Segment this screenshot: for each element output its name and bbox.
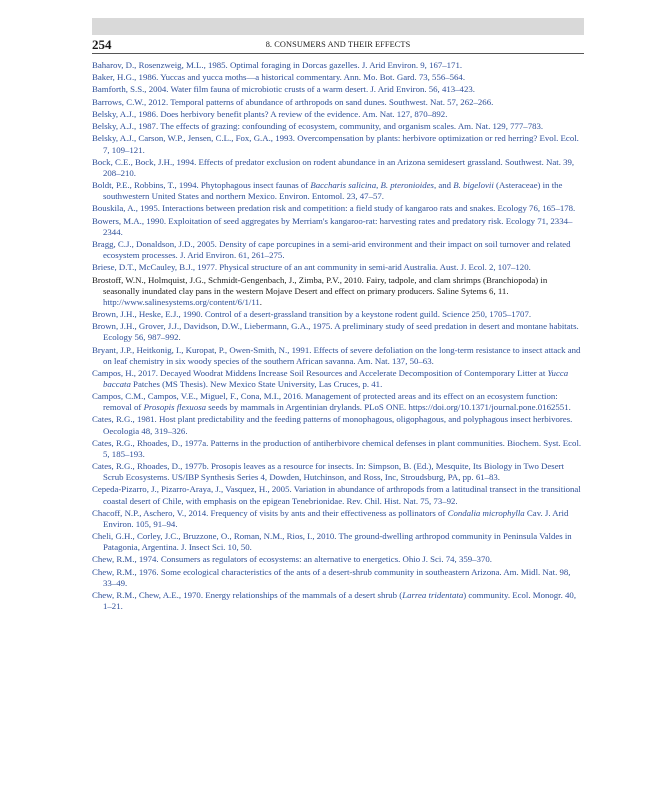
running-head: 8. CONSUMERS AND THEIR EFFECTS — [265, 40, 411, 49]
ref-text: Patches (MS Thesis). New Mexico State University, Las Cruces, p. 41. — [130, 378, 383, 389]
page-header — [92, 36, 584, 54]
reference-item[interactable] — [92, 368, 584, 390]
reference-item[interactable]: Bowers, M.A., 1990. Exploitation of seed aggregates by Merriam's kangaroo-rat: harvesting rates and predatory risk. Ecology 71, 2334–2344. — [92, 215, 573, 237]
ref-text: seeds by mammals in Argentinian drylands. PLoS ONE. https://doi.org/10.1371/journal.pone.0162551. — [206, 402, 571, 413]
reference-item[interactable]: Bock, C.E., Bock, J.H., 1994. Effects of predator exclusion on rodent abundance in an Arizona semidesert grassland. Southwest. Nat. 39, 208–210. — [92, 156, 575, 178]
reference-item[interactable]: Bouskila, A., 1995. Interactions between predation risk and competition: a field study of kangaroo rats and snakes. Ecology 76, 165–178. — [92, 203, 576, 214]
ref-text: , and — [433, 180, 454, 191]
reference-item[interactable]: Cheli, G.H., Corley, J.C., Bruzzone, O., Roman, N.M., Rios, I., 2010. The ground-dwelling arthropod community in Peninsula Valdes in Patagonia, Argentina. J. Insect Sci. 10, 50. — [92, 531, 572, 553]
reference-item[interactable]: Chew, R.M., 1976. Some ecological characteristics of the ants of a desert-shrub community in southeastern Arizona. Am. Midl. Nat. 98, 33–49. — [92, 566, 571, 588]
reference-item[interactable]: Cates, R.G., Rhoades, D., 1977a. Patterns in the production of antiherbivore chemical defenses in plant communities. Biochem. Syst. Ecol. 5, 185–193. — [92, 437, 582, 459]
ref-text: Cav. J. Arid Environ. 105, 91–94. — [103, 507, 569, 529]
ref-text: . — [259, 296, 262, 307]
reference-item[interactable]: Brown, J.H., Grover, J.J., Davidson, D.W., Liebermann, G.A., 1975. A preliminary study of seed predation in desert and montane habitats. Ecology 56, 987–992. — [92, 321, 579, 343]
reference-item[interactable]: Brown, J.H., Heske, E.J., 1990. Control of a desert-grassland transition by a keystone rodent guild. Science 250, 1705–1707. — [92, 308, 532, 319]
taxon-name: Prosopis flexuosa — [143, 402, 207, 413]
ref-text: (Asteraceae) in the southwestern United States and northern Mexico. Environ. Entomol. 23, 47–57. — [103, 180, 563, 202]
reference-item[interactable]: Barrows, C.W., 2012. Temporal patterns of abundance of arthropods on sand dunes. Southwest. Nat. 57, 262–266. — [92, 96, 494, 107]
reference-item[interactable]: Chew, R.M., 1974. Consumers as regulators of ecosystems: an alternative to energetics. Ohio J. Sci. 74, 359–370. — [92, 554, 492, 565]
reference-item[interactable]: Cepeda-Pizarro, J., Pizarro-Araya, J., Vasquez, H., 2005. Variation in abundance of arthropods from a latitudinal transect in the transitional coastal desert of Chile, with emphasis on the epigean Tenebrionidae. Rev. Chil. Hist. Nat. 75, 73–92. — [92, 484, 581, 506]
ref-text: ) community. Ecol. Monogr. 40, 1–21. — [103, 590, 577, 612]
taxon-name: B. pteronioides — [380, 180, 434, 191]
ref-text: Campos, H., 2017. Decayed Woodrat Middens Increase Soil Resources and Accelerate Decomposition of Contemporary Litter at — [92, 367, 548, 378]
reference-link[interactable]: http://www.salinesystems.org/content/6/1/11 — [103, 296, 260, 307]
top-gray-bar — [92, 18, 584, 35]
taxon-name: B. bigelovii — [453, 180, 494, 191]
reference-item[interactable] — [92, 391, 584, 413]
reference-item[interactable]: Belsky, A.J., Carson, W.P., Jensen, C.L., Fox, G.A., 1993. Overcompensation by plants: herbivore optimization or red herring? Evol. Ecol. 7, 109–121. — [92, 133, 579, 155]
reference-list — [92, 60, 584, 613]
reference-item[interactable]: Cates, R.G., Rhoades, D., 1977b. Prosopis leaves as a resource for insects. In: Simpson, B. (Ed.), Mesquite, Its Biology in Two Desert Scrub Ecosystems. US/IBP Synthesis Series 4, Dowden, Hutchinson, and Ross, Inc, Stroudsburg, PA, pp. 61–83. — [92, 461, 564, 483]
reference-item[interactable]: Bamforth, S.S., 2004. Water film fauna of microbiotic crusts of a warm desert. J. Arid Environ. 56, 413–423. — [92, 84, 475, 95]
reference-item[interactable]: Cates, R.G., 1981. Host plant predictability and the feeding patterns of monophagous, oligophagous, and polyphagous insect herbivores. Oecologia 48, 319–326. — [92, 414, 573, 436]
reference-item[interactable]: Belsky, A.J., 1987. The effects of grazing: confounding of ecosystem, community, and organism scales. Am. Nat. 129, 777–783. — [92, 121, 544, 132]
ref-text: Chew, R.M., Chew, A.E., 1970. Energy relationships of the mammals of a desert shrub ( — [92, 590, 403, 601]
reference-item[interactable]: Belsky, A.J., 1986. Does herbivory benefit plants? A review of the evidence. Am. Nat. 127, 870–892. — [92, 108, 448, 119]
reference-item[interactable]: Baker, H.G., 1986. Yuccas and yucca moths—a historical commentary. Ann. Mo. Bot. Gard. 73, 556–564. — [92, 72, 466, 83]
reference-item[interactable]: Bryant, J.P., Heitkonig, I., Kuropat, P., Owen-Smith, N., 1991. Effects of severe defoliation on the long-term resistance to insect attack and on leaf chemistry in six woody species of the southern African savanna. Am. Nat. 137, 50–63. — [92, 344, 581, 366]
taxon-name: Condalia microphylla — [447, 507, 525, 518]
page-number: 254 — [92, 37, 112, 52]
taxon-name: Baccharis salicina — [310, 180, 377, 191]
taxon-name: Yucca baccata — [103, 367, 569, 389]
reference-item[interactable] — [92, 275, 584, 308]
ref-text: , — [376, 180, 381, 191]
reference-item[interactable] — [92, 590, 584, 612]
reference-item[interactable]: Baharov, D., Rosenzweig, M.L., 1985. Optimal foraging in Dorcas gazelles. J. Arid Environ. 9, 167–171. — [92, 60, 463, 70]
ref-text: Campos, C.M., Campos, V.E., Miguel, F., Cona, M.I., 2016. Management of protected areas and its effect on an ecosystem function: removal of — [92, 391, 558, 413]
ref-text: Boldt, P.E., Robbins, T., 1994. Phytophagous insect faunas of — [92, 180, 311, 191]
reference-item[interactable]: Bragg, C.J., Donaldson, J.D., 2005. Density of cape porcupines in a semi-arid environment and their impact on soil turnover and related ecosystem processes. J. Arid Environ. 61, 261–275. — [92, 238, 571, 261]
reference-item[interactable]: Briese, D.T., McCauley, B.J., 1977. Physical structure of an ant community in semi-arid Australia. Aust. J. Ecol. 2, 107–120. — [92, 262, 531, 273]
ref-text: Brostoff, W.N., Holmquist, J.G., Schmidt-Gengenbach, J., Zimba, P.V., 2010. Fairy, tadpole, and clam shrimps (Branchiopoda) in seasonally inundated clay pans in the western Mojave Desert and effect on primary producers. Saline Sytems 6, 11. — [92, 274, 548, 296]
reference-item[interactable] — [92, 180, 584, 202]
reference-item[interactable] — [92, 508, 584, 530]
ref-text: Chacoff, N.P., Aschero, V., 2014. Frequency of visits by ants and their effectiveness as pollinators of — [92, 507, 448, 518]
taxon-name: Larrea tridentata — [402, 590, 464, 601]
